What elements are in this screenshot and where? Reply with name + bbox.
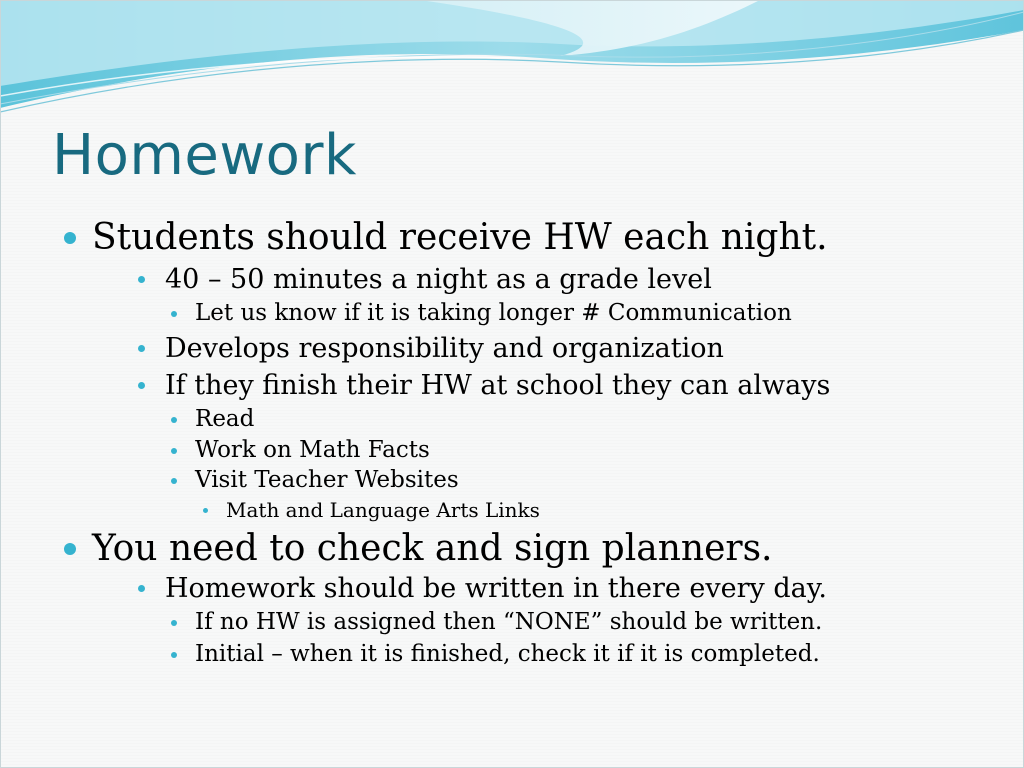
bullet-dot-icon bbox=[171, 652, 177, 658]
header-wave-decoration bbox=[0, 0, 1024, 120]
bullet-dot-icon bbox=[171, 478, 177, 484]
bullet-dot-icon bbox=[171, 620, 177, 626]
bullet-text: Students should receive HW each night. bbox=[92, 217, 828, 258]
bullet-dot-icon bbox=[171, 311, 177, 317]
bullet-dot-icon bbox=[138, 276, 145, 283]
bullet-dot-icon bbox=[138, 585, 145, 592]
bullet-dot-icon bbox=[138, 345, 145, 352]
bullet-text: Homework should be written in there every day. bbox=[165, 573, 828, 604]
bullet-text: Math and Language Arts Links bbox=[226, 498, 540, 522]
bullet-text: 40 – 50 minutes a night as a grade level bbox=[165, 264, 712, 295]
bullet-dot-icon bbox=[64, 543, 76, 555]
bullet-text: You need to check and sign planners. bbox=[92, 528, 773, 569]
bullet-dot-icon bbox=[171, 448, 177, 454]
bullet-text: Read bbox=[195, 406, 255, 432]
bullet-dot-icon bbox=[203, 508, 208, 513]
bullet-text: Visit Teacher Websites bbox=[195, 467, 459, 493]
bullet-text: If no HW is assigned then “NONE” should be written. bbox=[195, 609, 823, 635]
bullet-dot-icon bbox=[171, 417, 177, 423]
bullet-text: Develops responsibility and organization bbox=[165, 333, 724, 364]
bullet-text: Initial – when it is finished, check it if it is completed. bbox=[195, 641, 820, 667]
bullet-text: Work on Math Facts bbox=[195, 437, 430, 463]
bullet-text: Let us know if it is taking longer # Communication bbox=[195, 300, 792, 326]
bullet-dot-icon bbox=[64, 232, 76, 244]
bullet-dot-icon bbox=[138, 382, 145, 389]
slide-title: Homework bbox=[52, 123, 357, 188]
bullet-text: If they finish their HW at school they can always bbox=[165, 370, 831, 401]
